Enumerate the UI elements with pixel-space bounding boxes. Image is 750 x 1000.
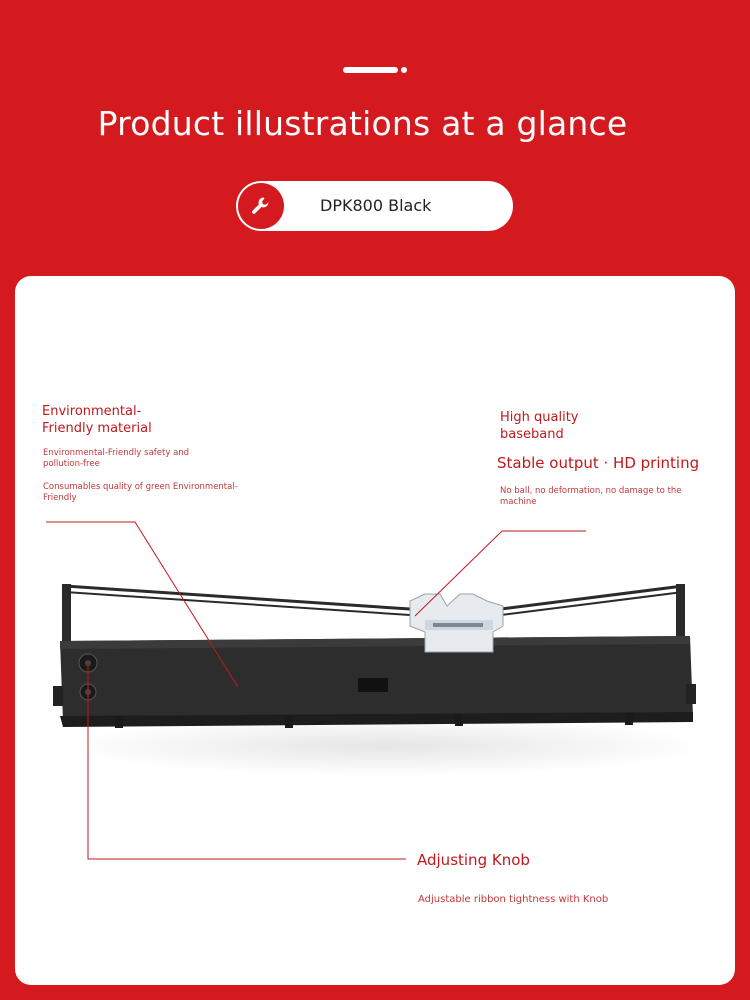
- decoration-dot: [401, 67, 407, 73]
- callout-lines: [46, 522, 586, 859]
- material-detail-2-line1: Consumables quality of green Environmental-: [43, 482, 238, 492]
- baseband-title-line2: baseband: [500, 427, 564, 442]
- knob-title: Adjusting Knob: [417, 851, 530, 869]
- wrench-icon: [238, 183, 284, 229]
- cartridge-shadow: [55, 716, 715, 776]
- baseband-detail-line2: machine: [500, 497, 537, 507]
- decoration-bar: [343, 67, 398, 73]
- baseband-subtitle: Stable output · HD printing: [497, 454, 700, 472]
- baseband-title: [500, 409, 578, 443]
- knob-detail: Adjustable ribbon tightness with Knob: [418, 894, 609, 905]
- material-detail-2-line2: Friendly: [43, 493, 77, 503]
- material-detail-1-line1: Environmental-Friendly safety and: [43, 448, 190, 458]
- model-label: DPK800 Black: [320, 196, 432, 215]
- material-detail-1-line2: pollution-free: [43, 459, 100, 469]
- baseband-title-line1: High quality: [500, 410, 579, 425]
- material-title-line1: Environmental-: [42, 404, 142, 419]
- product-card: [15, 276, 735, 985]
- material-title: [42, 403, 152, 437]
- material-title-line2: Friendly material: [42, 421, 152, 436]
- ribbon-guide: [410, 594, 503, 652]
- ribbon-wire: [65, 586, 683, 617]
- cartridge-body: [53, 636, 696, 728]
- baseband-detail: [500, 486, 682, 508]
- baseband-detail-line1: No ball, no deformation, no damage to the: [500, 486, 682, 496]
- product-illustration: [15, 276, 735, 985]
- material-detail-2: [43, 482, 238, 504]
- cartridge-arms: [62, 584, 685, 644]
- adjusting-knob: [79, 654, 97, 700]
- model-badge: [236, 181, 513, 231]
- material-detail-1: [43, 448, 189, 470]
- page-title: Product illustrations at a glance: [97, 104, 628, 143]
